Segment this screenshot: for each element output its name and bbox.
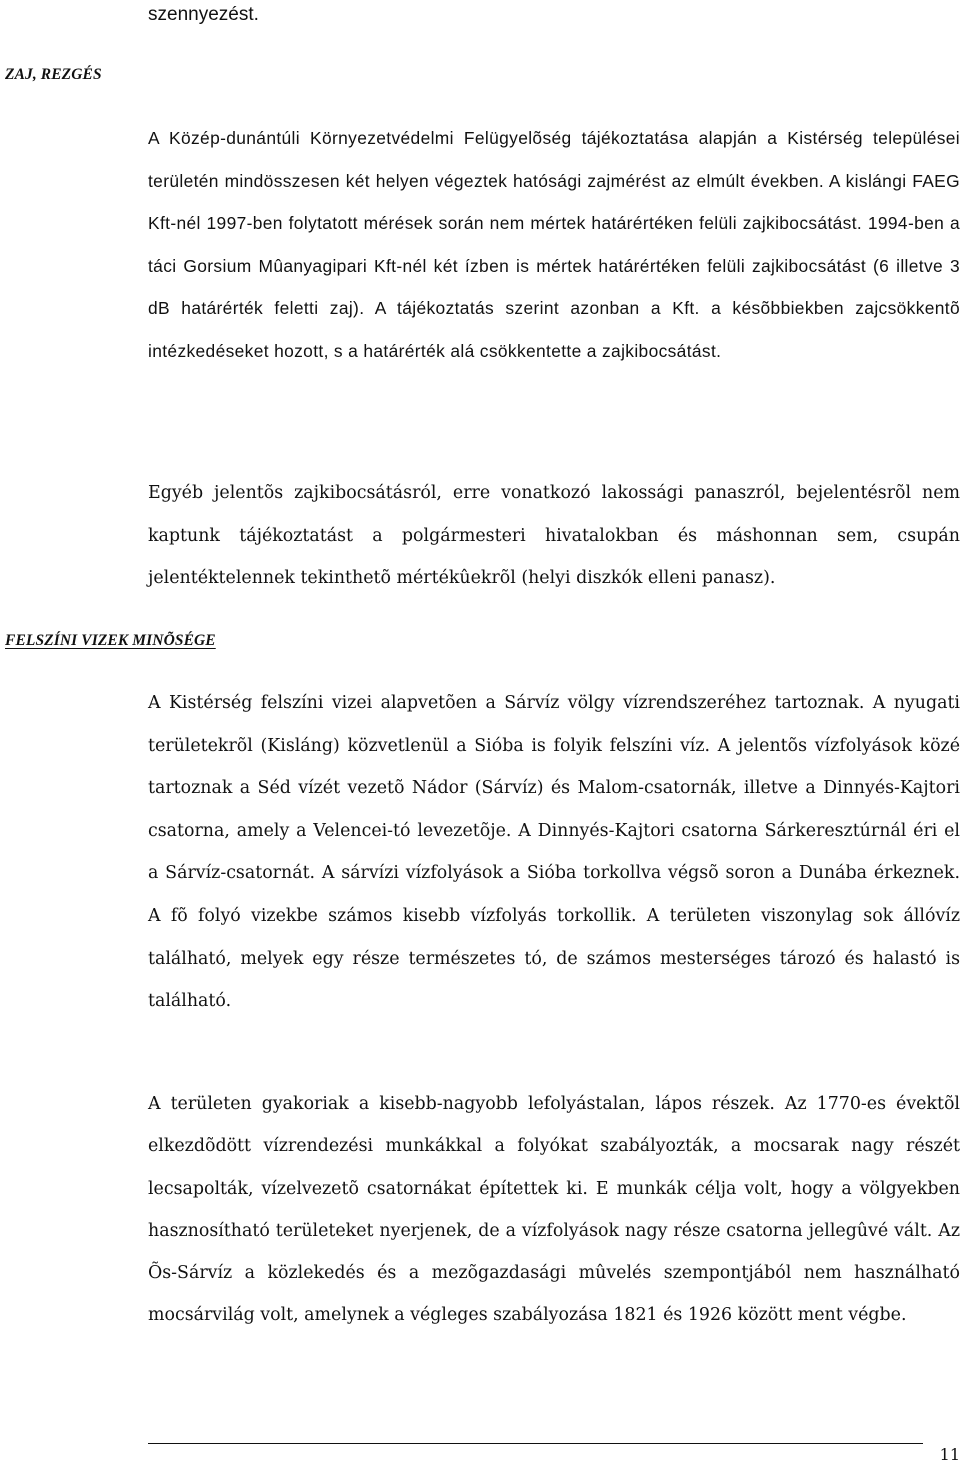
paragraph-surface-water-system: A Kistérség felszíni vizei alapvetõen a Sárvíz völgy vízrendszeréhez tartoznak. A nyugati területekrõl (Kisláng) közvetlenül a Sióba is folyik felszíni víz. A jelentõs vízfolyások közé tartoznak a Séd vízét vezetõ Nádor (Sárvíz) és Malom-csatornák, illetve a Dinnyés-Kajtori csatorna, amely a Velencei-tó levezetõje. A Dinnyés-Kajtori csatorna Sárkeresztúrnál éri el a Sárvíz-csatornát. A sárvízi vízfolyások a Sióba torkollva végsõ soron a Dunába érkeznek. A fõ folyó vizekbe számos kisebb vízfolyás torkollik. A területen viszonylag sok állóvíz található, melyek egy része természetes tó, de számos mesterséges tározó és halastó is található. xyxy=(148,693,960,1012)
paragraph-water-regulation-history: A területen gyakoriak a kisebb-nagyobb lefolyástalan, lápos részek. Az 1770-es évektõl elkezdõdött vízrendezési munkákkal a folyókat szabályozták, a mocsarak nagy részét lecsapolták, vízelvezetõ csatornákat építettek ki. E munkák célja volt, hogy a völgyekben hasznosítható területeket nyerjenek, de a vízfolyások nagy része csatorna jellegûvé vált. Az Õs-Sárvíz a közlekedés és a mezõgazdasági mûvelés szempontjából nem használható mocsárvilág volt, amelynek a végleges szabályozása 1821 és 1926 között ment végbe. xyxy=(148,1094,960,1326)
paragraph-noise-complaints: Egyéb jelentõs zajkibocsátásról, erre vonatkozó lakossági panaszról, bejelentésrõl nem kaptunk tájékoztatást a polgármesteri hivatalokban és máshonnan sem, csupán jelentéktelennek tekinthetõ mértékûekrõl (helyi diszkók elleni panasz). xyxy=(148,483,960,588)
footer-divider xyxy=(148,1443,923,1444)
paragraph-noise-measurements: A Közép-dunántúli Környezetvédelmi Felügyelõség tájékoztatása alapján a Kistérség települései területén mindösszesen két helyen végeztek hatósági zajmérést az elmúlt években. A kislángi FAEG Kft-nél 1997-ben folytatott mérések során nem mértek határértéken felüli zajkibocsátást. 1994-ben a táci Gorsium Mûanyagipari Kft-nél két ízben is mértek határértéken felüli zajkibocsátást (6 illetve 3 dB határérték feletti zaj). A tájékoztatás szerint azonban a Kft. a késõbbiekben zajcsökkentõ intézkedéseket hozott, s a határérték alá csökkentette a zajkibocsátást. xyxy=(148,128,960,361)
section-heading-noise: ZAJ, REZGÉS xyxy=(5,66,102,83)
section-heading-surface-water: FELSZÍNI VIZEK MINÕSÉGE xyxy=(5,632,216,649)
page-number: 11 xyxy=(939,1445,960,1464)
continued-text-fragment: szennyezést. xyxy=(148,4,259,25)
